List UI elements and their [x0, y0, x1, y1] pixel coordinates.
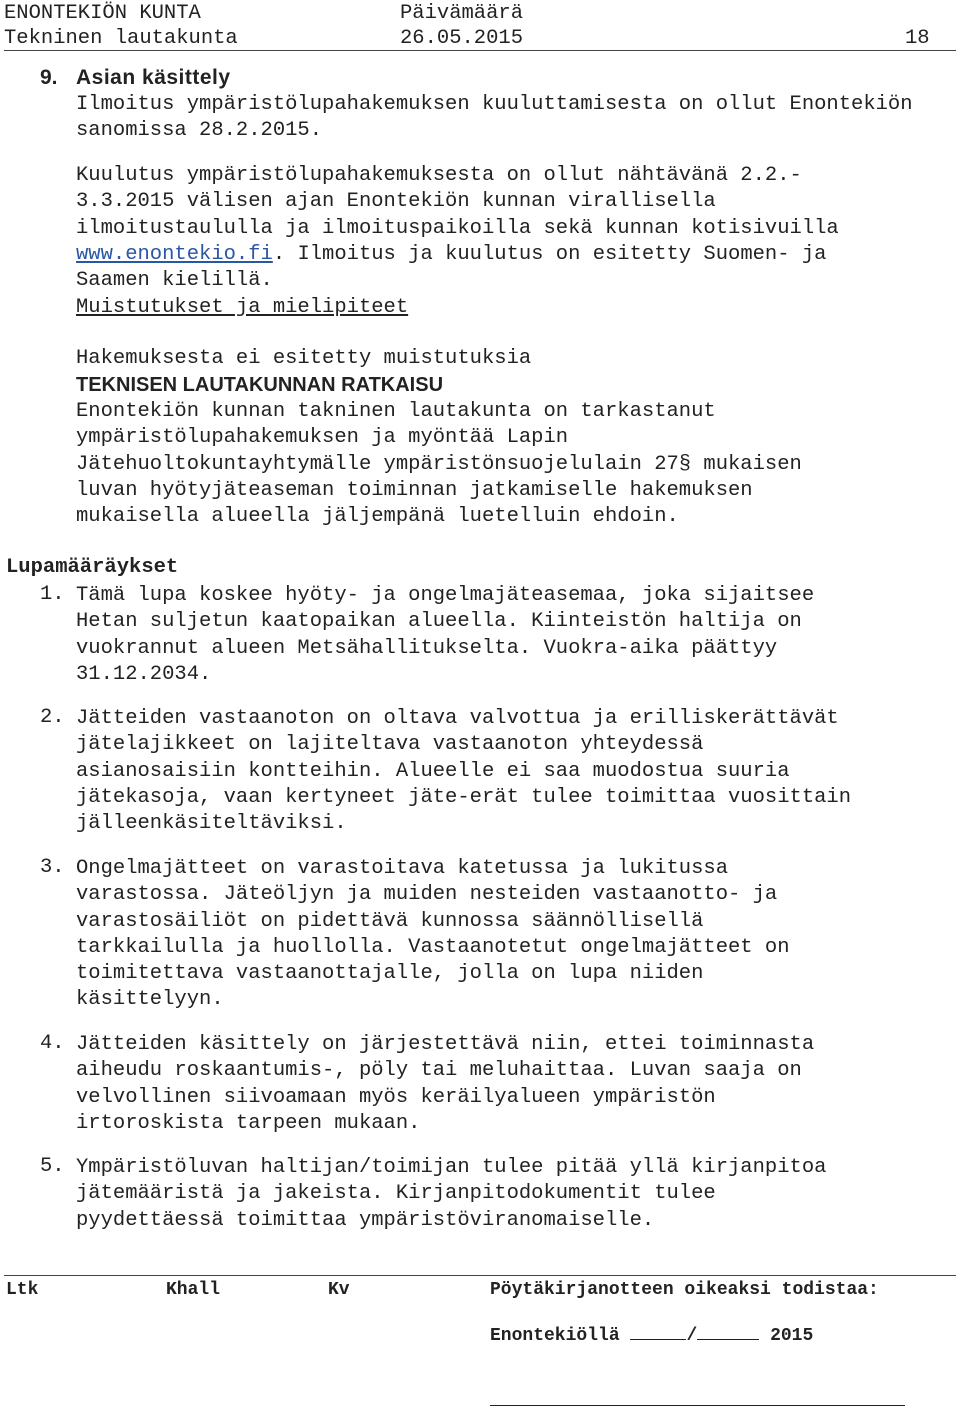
condition-item [76, 1155, 946, 1234]
condition-line: toimitettava vastaanottajalle, jolla on lupa niiden [76, 962, 704, 986]
condition-line: tarkkailulla ja huollolla. Vastaanotetut ongelmajätteet on [76, 935, 790, 959]
condition-number: 5. [40, 1155, 65, 1178]
org-name: ENONTEKIÖN KUNTA [4, 2, 201, 25]
decision-line-2: ympäristölupahakemuksen ja myöntää Lapin [76, 426, 569, 450]
announcement-text: Ilmoitus ympäristölupahakemuksen kuuluttamisesta on ollut Enontekiön sanomissa 28.2.2015. [76, 93, 913, 143]
condition-line: Tämä lupa koskee hyöty- ja ongelmajäteasemaa, joka sijaitsee [76, 584, 815, 607]
condition-item [76, 1032, 946, 1137]
condition-line: varastossa. Jäteöljyn ja muiden nesteiden vastaanotto- ja [76, 883, 778, 907]
condition-line: Ympäristöluvan haltijan/toimijan tulee pitää yllä kirjanpitoa [76, 1156, 827, 1179]
footer-kv: Kv [328, 1280, 350, 1300]
condition-line: jätekasoja, vaan kertyneet jäte-erät tulee toimittaa vuosittain [76, 785, 852, 809]
footer-khall: Khall [166, 1280, 221, 1300]
condition-item [76, 583, 946, 688]
decision-line-3: Jätehuoltokuntayhtymälle ympäristönsuojelulain 27§ mukaisen [76, 452, 802, 476]
announcement-paragraph [76, 92, 946, 145]
condition-line: jälleenkäsiteltäviksi. [76, 812, 347, 836]
condition-number: 2. [40, 706, 65, 729]
notice-line-2: 3.3.2015 välisen ajan Enontekiön kunnan virallisella [76, 190, 716, 214]
section-title: Asian käsittely [76, 66, 231, 89]
notice-line-3: ilmoitustaululla ja ilmoituspaikoilla sekä kunnan kotisivuilla [76, 216, 839, 240]
board-name: Tekninen lautakunta [4, 27, 238, 50]
permit-conditions-heading: Lupamääräykset [6, 556, 179, 579]
municipality-website-link[interactable]: www.enontekio.fi [76, 242, 273, 266]
header-divider [4, 50, 956, 51]
signature-line[interactable] [490, 1405, 905, 1406]
day-blank[interactable] [630, 1323, 686, 1340]
decision-line-4: luvan hyötyjäteaseman toiminnan jatkamiselle hakemuksen [76, 478, 753, 502]
condition-line: jätelajikkeet on lajiteltava vastaanoton yhteydessä [76, 733, 704, 757]
month-blank[interactable] [697, 1323, 759, 1340]
condition-line: Jätteiden käsittely on järjestettävä niin, ettei toiminnasta [76, 1033, 815, 1056]
condition-line: asianosaisiin kontteihin. Alueelle ei saa muodostua suuria [76, 759, 790, 783]
condition-number: 3. [40, 856, 65, 879]
objections-text: Hakemuksesta ei esitetty muistutuksia [76, 347, 532, 370]
decision-paragraph [76, 399, 946, 530]
notice-paragraph [76, 163, 946, 294]
decision-line-5: mukaisella alueella jäljempänä luetelluin ehdoin. [76, 505, 679, 529]
condition-line: irtoroskista tarpeen mukaan. [76, 1111, 421, 1135]
condition-number: 4. [40, 1032, 65, 1055]
condition-line: käsittelyyn. [76, 988, 224, 1012]
condition-line: velvollinen siivoamaan myös keräilyalueen ympäristön [76, 1085, 716, 1109]
condition-line: jätemääristä ja jakeista. Kirjanpitodokumentit tulee [76, 1182, 716, 1206]
certification-label: Pöytäkirjanotteen oikeaksi todistaa: [490, 1280, 879, 1300]
notice-line-1: Kuulutus ympäristölupahakemuksesta on ollut nähtävänä 2.2.- [76, 164, 802, 187]
certification-place-date [490, 1323, 813, 1346]
condition-line: pyydettäessä toimittaa ympäristöviranomaiselle. [76, 1208, 655, 1232]
notice-line-4: . Ilmoitus ja kuulutus on esitetty Suomen- ja [272, 242, 827, 266]
condition-line: Ongelmajätteet on varastoitava katetussa ja lukitussa [76, 857, 729, 880]
date-label: Päivämäärä [400, 2, 524, 25]
certification-place: Enontekiöllä [490, 1326, 620, 1346]
decision-line-1: Enontekiön kunnan takninen lautakunta on tarkastanut [76, 400, 716, 423]
condition-line: Jätteiden vastaanoton on oltava valvottua ja erilliskerättävät [76, 707, 839, 730]
notice-line-5: Saamen kielillä. [76, 269, 273, 293]
condition-line: vuokrannut alueen Metsähallitukselta. Vuokra-aika päättyy [76, 636, 778, 660]
condition-number: 1. [40, 583, 65, 606]
condition-line: Hetan suljetun kaatopaikan alueella. Kiinteistön haltija on [76, 610, 802, 634]
condition-item [76, 706, 946, 837]
condition-item [76, 856, 946, 1014]
meeting-date: 26.05.2015 [400, 27, 524, 50]
certification-year: 2015 [770, 1326, 814, 1346]
footer-ltk: Ltk [6, 1280, 39, 1300]
condition-line: aiheudu roskaantumis-, pöly tai meluhaittaa. Luvan saaja on [76, 1059, 802, 1083]
footer-divider [4, 1275, 956, 1276]
objections-heading: Muistutukset ja mielipiteet [76, 296, 409, 319]
page-number: 18 [905, 27, 930, 50]
decision-heading: TEKNISEN LAUTAKUNNAN RATKAISU [76, 374, 444, 396]
condition-line: varastosäiliöt on pidettävä kunnossa säännöllisellä [76, 909, 704, 933]
section-number: 9. [40, 66, 58, 89]
date-slash: / [686, 1326, 698, 1346]
condition-line: 31.12.2034. [76, 662, 212, 686]
